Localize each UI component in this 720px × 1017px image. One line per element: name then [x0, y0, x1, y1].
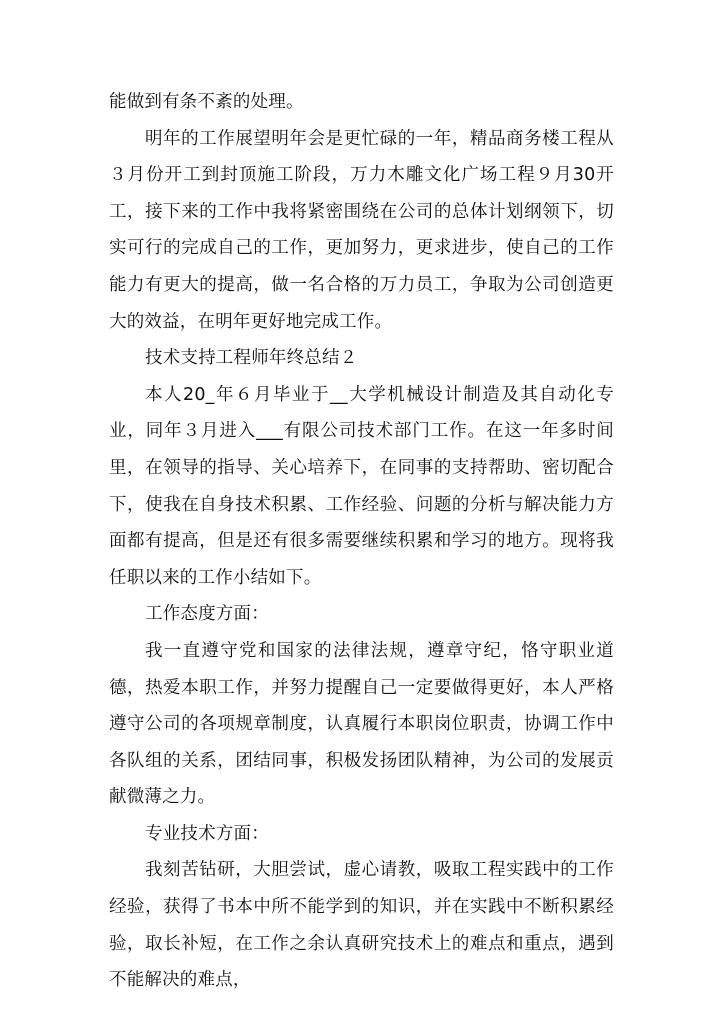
paragraph-technical-skills: 我刻苦钻研，大胆尝试，虚心请教，吸取工程实践中的工作经验，获得了书本中所不能学到的知识，并在实践中不断积累经验，取长补短，在工作之余认真研究技术上的难点和重点，遇到不能解决的难点， — [109, 860, 614, 991]
paragraph-work-attitude: 我一直遵守党和国家的法律法规，遵章守纪，恪守职业道德，热爱本职工作，并努力提醒自己一定要做得更好，本人严格遵守公司的各项规章制度，认真履行本职岗位职责，协调工作中各队组的关系，团结同事，积极发扬团队精神，为公司的发展贡献微薄之力。 — [109, 640, 614, 808]
paragraph-continuation: 能做到有条不紊的处理。 — [109, 92, 304, 112]
subheading-technical-skills: 专业技术方面： — [145, 823, 269, 844]
subheading-work-attitude: 工作态度方面： — [145, 604, 269, 625]
section-title: 技术支持工程师年终总结２ — [145, 348, 358, 369]
document-body — [109, 84, 614, 999]
paragraph-next-year-outlook: 明年的工作展望明年会是更忙碌的一年，精品商务楼工程从３月份开工到封顶施工阶段，万力木雕文化广场工程９月30开工，接下来的工作中我将紧密围绕在公司的总体计划纲领下，切实可行的完成自己的工作，更加努力，更求进步，使自己的工作能力有更大的提高，做一名合格的万力员工，争取为公司创造更大的效益，在明年更好地完成工作。 — [109, 128, 614, 332]
paragraph-introduction: 本人20_年６月毕业于__大学机械设计制造及其自动化专业，同年３月进入___有限公司技术部门工作。在这一年多时间里，在领导的指导、关心培养下，在同事的支持帮助、密切配合下，使我在自身技术积累、工作经验、问题的分析与解决能力方面都有提高，但是还有很多需要继续积累和学习的地方。现将我任职以来的工作小结如下。 — [109, 384, 614, 588]
